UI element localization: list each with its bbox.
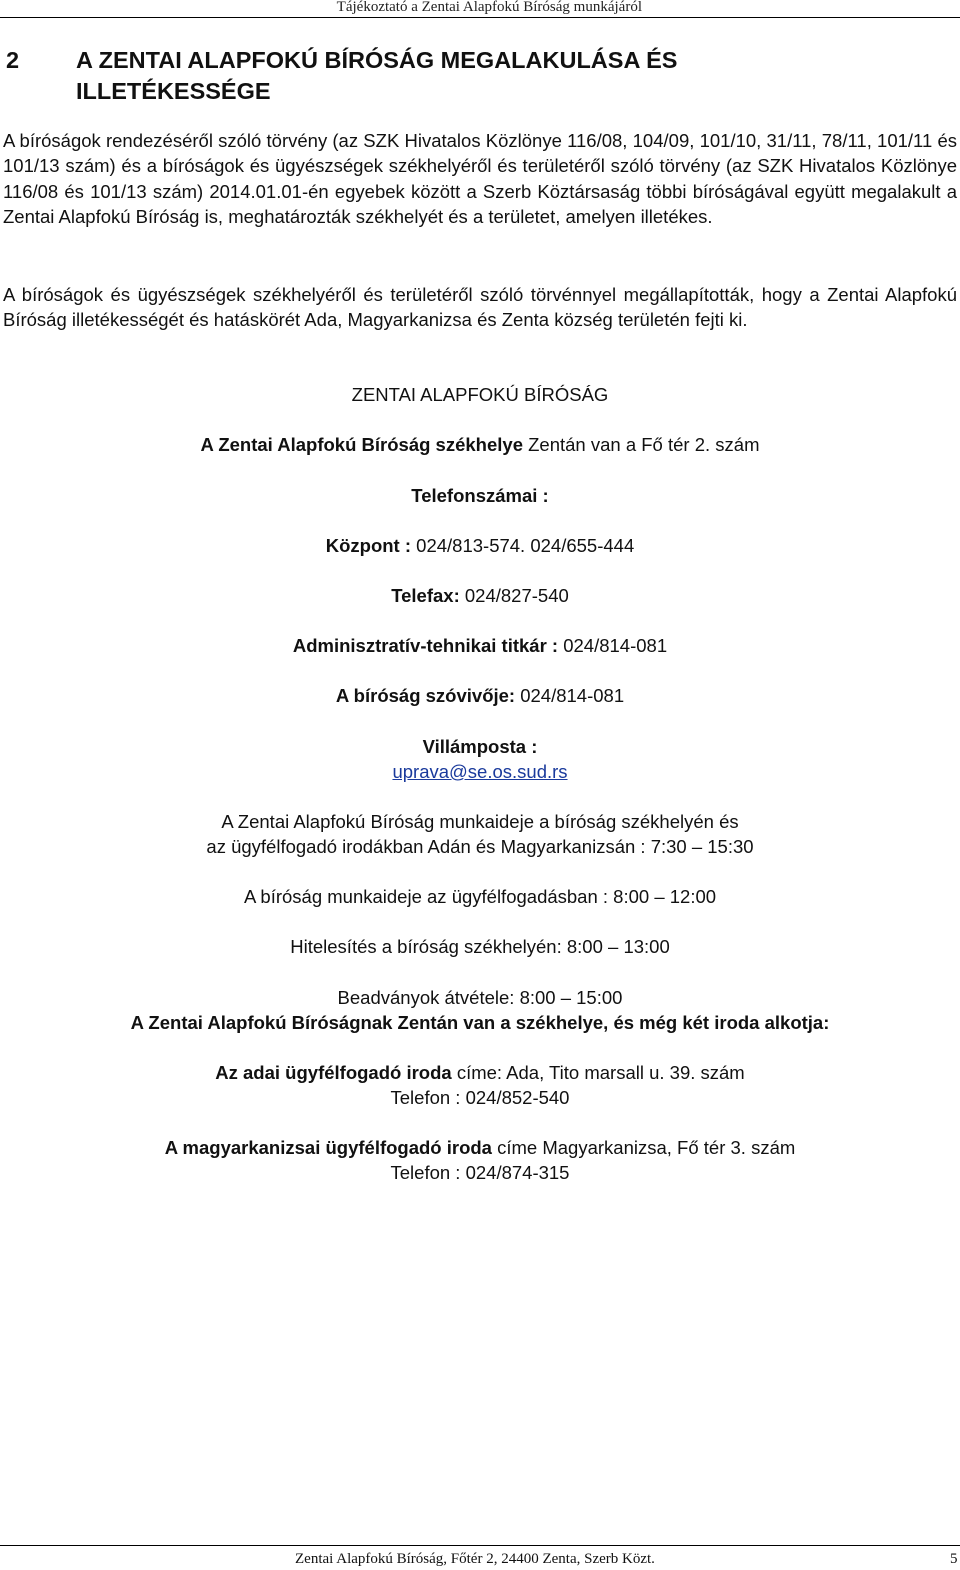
page-footer xyxy=(0,1545,960,1570)
email-line xyxy=(0,759,960,784)
client-hours: A bíróság munkaideje az ügyfélfogadásban : 8:00 – 12:00 xyxy=(243,886,717,907)
spokesperson-line xyxy=(0,683,960,708)
ada-office-label: Az adai ügyfélfogadó iroda xyxy=(215,1062,452,1083)
ada-office-phone: Telefon : 024/852-540 xyxy=(390,1087,570,1108)
certification-hours: Hitelesítés a bíróság székhelyén: 8:00 – 13:00 xyxy=(290,936,670,957)
kanizsa-office-label: A magyarkanizsai ügyfélfogadó iroda xyxy=(164,1137,492,1158)
offices-intro: A Zentai Alapfokú Bíróságnak Zentán van a székhelye, és még két iroda alkotja: xyxy=(130,1012,830,1033)
fax-line xyxy=(0,583,960,608)
email-label: Villámposta : xyxy=(422,736,538,757)
page-number: 5 xyxy=(950,1551,958,1567)
submissions-hours: Beadványok átvétele: 8:00 – 15:00 xyxy=(337,987,623,1008)
hours-line-2: az ügyfélfogadó irodákban Adán és Magyarkanizsán : 7:30 – 15:30 xyxy=(206,836,754,857)
central-label: Központ : xyxy=(325,535,412,556)
kanizsa-office-phone: Telefon : 024/874-315 xyxy=(390,1162,570,1183)
spokesperson-label: A bíróság szóvivője: xyxy=(335,685,516,706)
phones-heading: Telefonszámai : xyxy=(411,485,549,506)
ada-office-address: címe: Ada, Tito marsall u. 39. szám xyxy=(451,1062,745,1083)
kanizsa-office-address: címe Magyarkanizsa, Fő tér 3. szám xyxy=(491,1137,796,1158)
central-value: 024/813-574. 024/655-444 xyxy=(411,535,635,556)
seat-value: Zentán van a Fő tér 2. szám xyxy=(522,434,760,455)
footer-address: Zentai Alapfokú Bíróság, Főtér 2, 24400 Zenta, Szerb Közt. xyxy=(295,1551,655,1567)
paragraph-jurisdiction: A bíróságok és ügyészségek székhelyéről és területéről szóló törvénnyel megállapították, hogy a Zentai Alapfokú Bíróság illetékességét és hatáskörét Ada, Magyarkanizsa és Zenta község területén fejti ki. xyxy=(3,284,957,331)
header-divider xyxy=(0,17,960,18)
fax-value: 024/827-540 xyxy=(459,585,569,606)
fax-label: Telefax: xyxy=(391,585,460,606)
central-phone-line xyxy=(0,533,960,558)
email-link[interactable]: uprava@se.os.sud.rs xyxy=(392,761,568,782)
footer-divider xyxy=(0,1545,960,1546)
paragraph-establishment: A bíróságok rendezéséről szóló törvény (az SZK Hivatalos Közlönye 116/08, 104/09, 101/10, 31/11, 78/11, 101/11 és 101/13 szám) és a bíróságok és ügyészségek székhelyéről és területéről szóló törvény (az SZK Hivatalos Közlönye 116/08 és 101/13 szám) 2014.01.01-én egyebek között a Szerb Köztársaság többi bíróságával együtt megalakult a Zentai Alapfokú Bíróság is, meghatározták székhelyét és a területet, amelyen illetékes. xyxy=(3,130,957,228)
admin-secretary-line xyxy=(0,633,960,658)
running-title: Tájékoztató a Zentai Alapfokú Bíróság munkájáról xyxy=(336,0,642,15)
hours-line-1: A Zentai Alapfokú Bíróság munkaideje a bíróság székhelyén és xyxy=(221,811,739,832)
seat-label: A Zentai Alapfokú Bíróság székhelye xyxy=(200,434,523,455)
page-header xyxy=(0,0,960,18)
section-title: A ZENTAI ALAPFOKÚ BÍRÓSÁG MEGALAKULÁSA ÉS ILLETÉKESSÉGE xyxy=(76,47,678,104)
section-number: 2 xyxy=(6,47,20,73)
court-name: ZENTAI ALAPFOKÚ BÍRÓSÁG xyxy=(351,384,609,405)
admin-value: 024/814-081 xyxy=(558,635,668,656)
seat-line xyxy=(0,432,960,457)
admin-label: Adminisztratív-tehnikai titkár : xyxy=(292,635,559,656)
ada-office-line xyxy=(0,1060,960,1085)
kanizsa-office-line xyxy=(0,1135,960,1160)
spokesperson-value: 024/814-081 xyxy=(515,685,625,706)
